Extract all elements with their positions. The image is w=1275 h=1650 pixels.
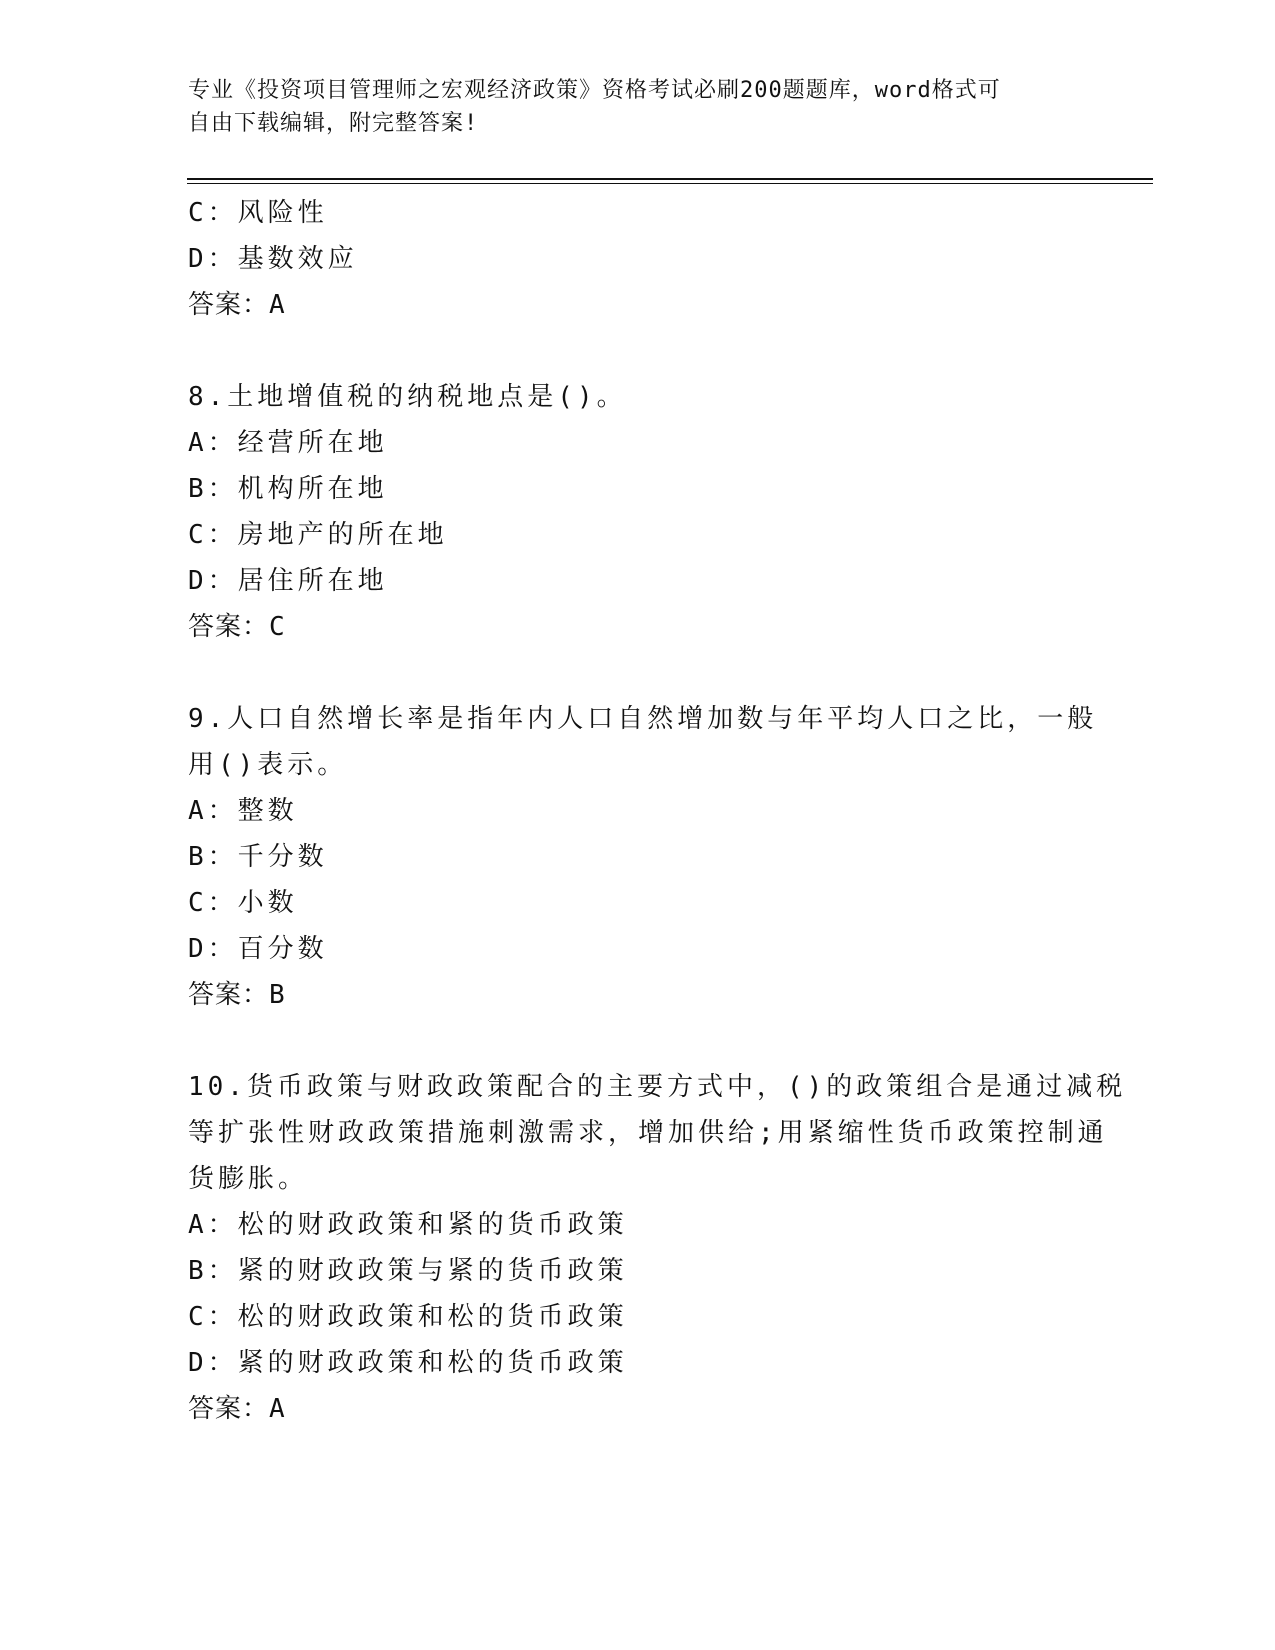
option-b: B：千分数 [188,842,328,872]
question-8 [188,374,1088,650]
option-c: C：松的财政政策和松的货币政策 [188,1302,628,1332]
spacer [188,650,1088,696]
header-line-1: 专业《投资项目管理师之宏观经济政策》资格考试必刷200题题库，word格式可 [188,78,1001,103]
question-9 [188,696,1098,1018]
answer-line: 答案：A [188,290,286,320]
question-text: 等扩张性财政政策措施刺激需求，增加供给;用紧缩性货币政策控制通 [188,1118,1108,1148]
option-d: D：百分数 [188,934,328,964]
question-text: 8.土地增值税的纳税地点是()。 [188,382,627,412]
question-10 [188,1064,1127,1432]
option-c: C：房地产的所在地 [188,520,448,550]
question-text: 用()表示。 [188,750,348,780]
spacer [188,328,1088,374]
option-b: B：机构所在地 [188,474,388,504]
prev-question [188,190,1088,328]
header-line-2: 自由下载编辑，附完整答案! [188,111,479,136]
document-header [188,74,1088,140]
option-a: A：经营所在地 [188,428,388,458]
header-divider-thick [187,178,1153,180]
question-text: 9.人口自然增长率是指年内人口自然增加数与年平均人口之比，一般 [188,704,1098,734]
option-d: D：居住所在地 [188,566,388,596]
option-a: A：整数 [188,796,298,826]
option-d: D：紧的财政政策和松的货币政策 [188,1348,628,1378]
answer-line: 答案：C [188,612,286,642]
header-divider-thin [187,183,1153,184]
option-c: C：风险性 [188,198,328,228]
spacer [188,1018,1088,1064]
question-text: 10.货币政策与财政政策配合的主要方式中，()的政策组合是通过减税 [188,1072,1127,1102]
option-d: D：基数效应 [188,244,358,274]
answer-line: 答案：B [188,980,286,1010]
option-a: A：松的财政政策和紧的货币政策 [188,1210,628,1240]
answer-line: 答案：A [188,1394,286,1424]
question-text: 货膨胀。 [188,1164,309,1194]
option-c: C：小数 [188,888,298,918]
question-list [188,190,1127,1432]
option-b: B：紧的财政政策与紧的货币政策 [188,1256,628,1286]
